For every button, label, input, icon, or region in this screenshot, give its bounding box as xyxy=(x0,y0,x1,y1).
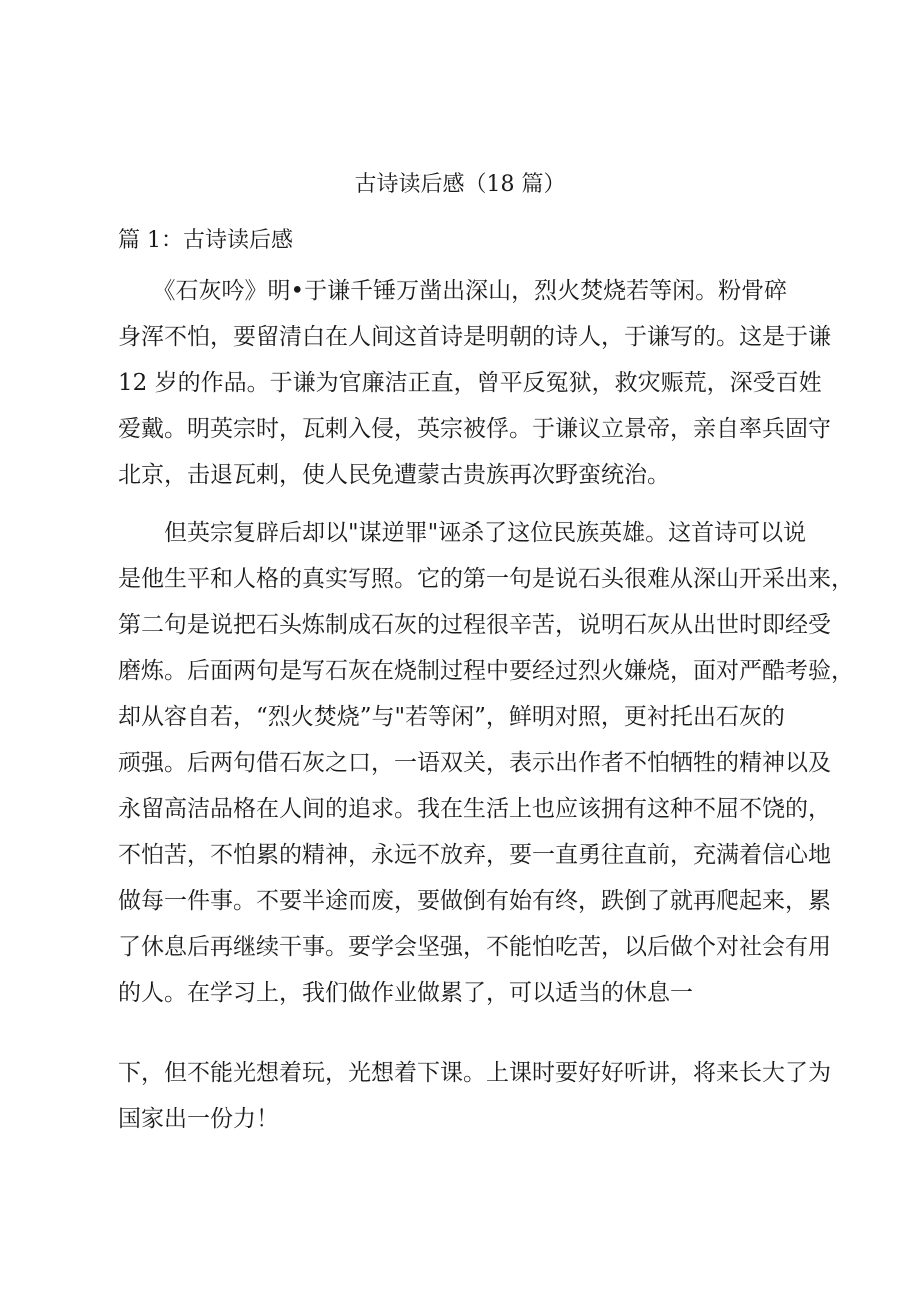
paragraph-line: 《石灰吟》明•于谦千锤万凿出深山，烈火焚烧若等闲。粉骨碎 xyxy=(118,278,788,304)
paragraph-3 xyxy=(118,1050,830,1142)
paragraph-line: 的人。在学习上，我们做作业做累了，可以适当的休息一 xyxy=(118,980,693,1006)
paragraph-line: 国家出一份力！ xyxy=(118,1106,279,1132)
paragraph-line: 12 岁的作品。于谦为官廉洁正直，曾平反冤狱，救灾赈荒，深受百姓 xyxy=(118,370,822,396)
paragraph-line: 爱戴。明英宗时，瓦剌入侵，英宗被俘。于谦议立景帝，亲自率兵固守 xyxy=(118,416,831,442)
paragraph-1 xyxy=(118,268,830,498)
paragraph-line: 却从容自若，“烈火焚烧”与"若等闲”，鲜明对照，更衬托出石灰的 xyxy=(118,704,785,730)
paragraph-2 xyxy=(118,510,854,1016)
paragraph-line: 是他生平和人格的真实写照。它的第一句是说石头很难从深山开采出来， xyxy=(118,566,854,592)
paragraph-line: 第二句是说把石头炼制成石灰的过程很辛苦，说明石灰从出世时即经受 xyxy=(118,612,831,638)
paragraph-line: 永留高洁品格在人间的追求。我在生活上也应该拥有这种不屈不饶的， xyxy=(118,796,831,822)
paragraph-line: 下，但不能光想着玩，光想着下课。上课时要好好听讲，将来长大了为 xyxy=(118,1060,831,1086)
document-title: 古诗读后感（18 篇） xyxy=(354,172,566,197)
section-heading: 篇 1：古诗读后感 xyxy=(118,228,293,253)
paragraph-line: 磨炼。后面两句是写石灰在烧制过程中要经过烈火嫌烧，面对严酷考验， xyxy=(118,658,854,684)
paragraph-line: 了休息后再继续干事。要学会坚强，不能怕吃苦，以后做个对社会有用 xyxy=(118,934,831,960)
paragraph-line: 不怕苦，不怕累的精神，永远不放弃，要一直勇往直前，充满着信心地 xyxy=(118,842,831,868)
paragraph-line: 顽强。后两句借石灰之口，一语双关，表示出作者不怕牺牲的精神以及 xyxy=(118,750,831,776)
paragraph-line: 做每一件事。不要半途而废，要做倒有始有终，跌倒了就再爬起来，累 xyxy=(118,888,831,914)
paragraph-line: 身浑不怕，要留清白在人间这首诗是明朝的诗人，于谦写的。这是于谦 xyxy=(118,324,831,350)
paragraph-line: 北京，击退瓦剌，使人民免遭蒙古贵族再次野蛮统治。 xyxy=(118,462,670,488)
paragraph-line: 但英宗复辟后却以"谋逆罪"诬杀了这位民族英雄。这首诗可以说 xyxy=(118,520,807,546)
